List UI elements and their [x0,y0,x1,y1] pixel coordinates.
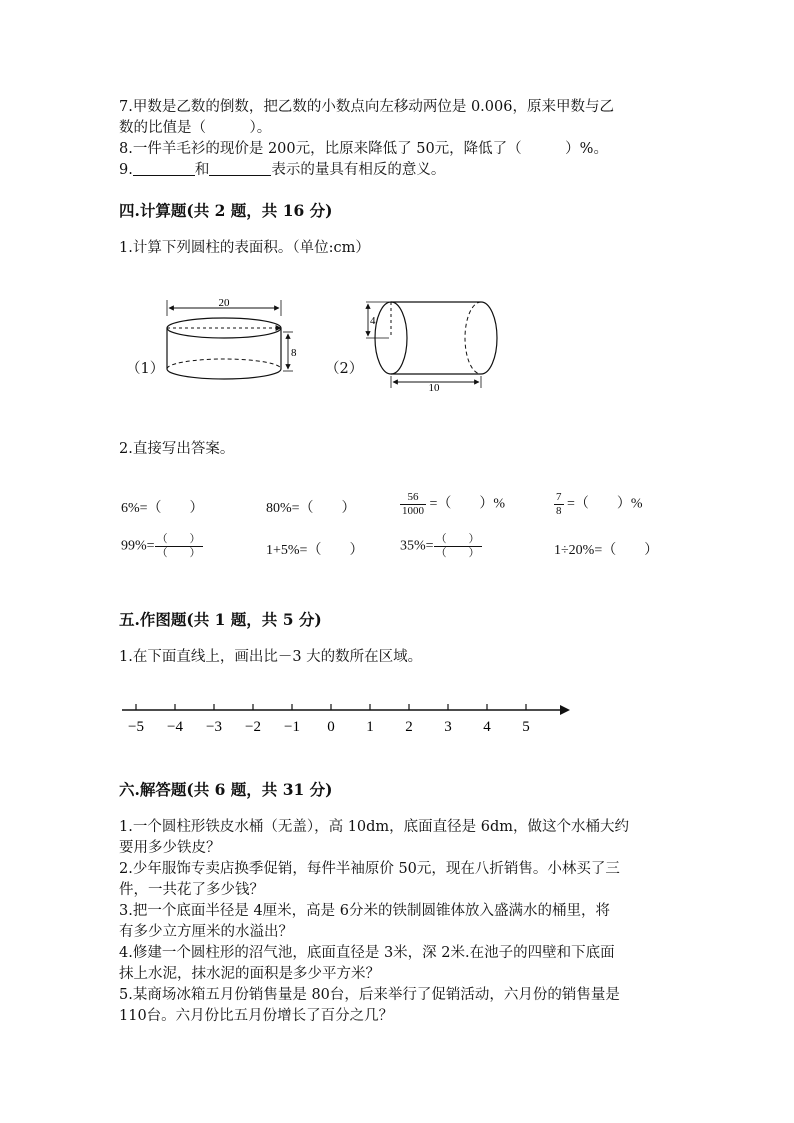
section-6-questions [119,817,629,1027]
arrow-right-icon [560,705,570,715]
answer-1-div-20-percent: 1÷20%=（ ） [554,543,659,558]
answer-6-percent: 6%=（ ） [121,501,204,516]
answer-7-over-8: $\frac{7}{8}$ =（ ）% [556,491,643,517]
number-line[interactable] [118,698,578,740]
fraction-blank-2[interactable]: $\frac{( )}{( )}$ [435,533,480,559]
question-9-suffix: 表示的量具有相反的意义。 [271,162,446,178]
number-line-label: −4 [167,719,183,735]
text-line: 110台。六月份比五月份增长了百分之几？ [119,1008,394,1024]
number-line-label: −2 [245,719,261,735]
question-9 [119,160,445,181]
text-line: 抹上水泥，抹水泥的面积是多少平方米？ [119,966,380,982]
answer-99-percent: 99%= $\frac{( )}{( )}$ [121,533,201,559]
text-line: 件，一共花了多少钱？ [119,882,264,898]
section-4-question-2: 2.直接写出答案。 [119,441,235,457]
number-line-label: −1 [284,719,300,735]
text-line: 2.少年服饰专卖店换季促销，每件半袖原价 50元，现在八折销售。小林买了三 [119,861,620,877]
number-line-label: 4 [483,719,491,735]
number-line-label: −3 [206,719,222,735]
figure-2-length: 10 [428,382,440,392]
fraction-blank-1[interactable]: $\frac{( )}{( )}$ [156,533,201,559]
section-5-title: 五.作图题(共 1 题，共 5 分) [119,610,322,629]
fraction-56-1000: $\frac{56}{1000}$ [402,491,424,517]
section-6-title: 六.解答题(共 6 题，共 31 分) [119,780,333,799]
text-line: 有多少立方厘米的水溢出？ [119,924,293,940]
cylinder-figure-1 [160,294,300,394]
figure-2-label: （2） [325,361,364,377]
section-5-question-1: 1.在下面直线上，画出比－3 大的数所在区域。 [119,649,423,665]
text-line: 5.某商场冰箱五月份销售量是 80台，后来举行了促销活动，六月份的销售量是 [119,987,620,1003]
question-9-and: 和 [194,162,210,178]
question-9-prefix: 9. [119,162,133,178]
question-7-line-1: 7.甲数是乙数的倒数，把乙数的小数点向左移动两位是 0.006，原来甲数与乙 [119,99,614,115]
figure-1-label: （1） [126,361,165,377]
figure-1-diameter: 20 [218,297,230,309]
question-9-blank-2[interactable] [209,161,271,176]
text-line: 4.修建一个圆柱形的沼气池，底面直径是 3米，深 2米.在池子的四壁和下底面 [119,945,615,961]
number-line-label: 3 [444,719,452,735]
question-7-line-2: 数的比值是（ ）。 [119,120,272,136]
text-line: 1.一个圆柱形铁皮水桶（无盖），高 10dm，底面直径是 6dm，做这个水桶大约 [119,819,630,835]
number-line-label: 5 [522,719,530,735]
section-4-title: 四.计算题(共 2 题，共 16 分) [119,201,333,220]
answer-56-over-1000: $\frac{56}{1000}$ =（ ）% [402,491,506,517]
cylinder-figure-2 [362,292,502,392]
fraction-7-8: $\frac{7}{8}$ [556,491,562,517]
text-line: 要用多少铁皮？ [119,840,221,856]
text-line: 3.把一个底面半径是 4厘米，高是 6分米的铁制圆锥体放入盛满水的桶里，将 [119,903,611,919]
number-line-label: 0 [327,719,335,735]
number-line-label: 2 [405,719,413,735]
answer-1-plus-5-percent: 1+5%=（ ） [266,543,364,558]
answer-35-percent: 35%= $\frac{( )}{( )}$ [400,533,480,559]
number-line-label: 1 [366,719,374,735]
question-8: 8.一件羊毛衫的现价是 200元，比原来降低了 50元，降低了（ ）%。 [119,141,608,157]
answer-80-percent: 80%=（ ） [266,501,356,516]
figure-1-height: 8 [291,347,297,359]
section-4-question-1: 1.计算下列圆柱的表面积。（单位:cm） [119,240,370,256]
number-line-label: −5 [128,719,144,735]
figure-2-radius: 4 [370,315,376,327]
question-9-blank-1[interactable] [133,161,195,176]
